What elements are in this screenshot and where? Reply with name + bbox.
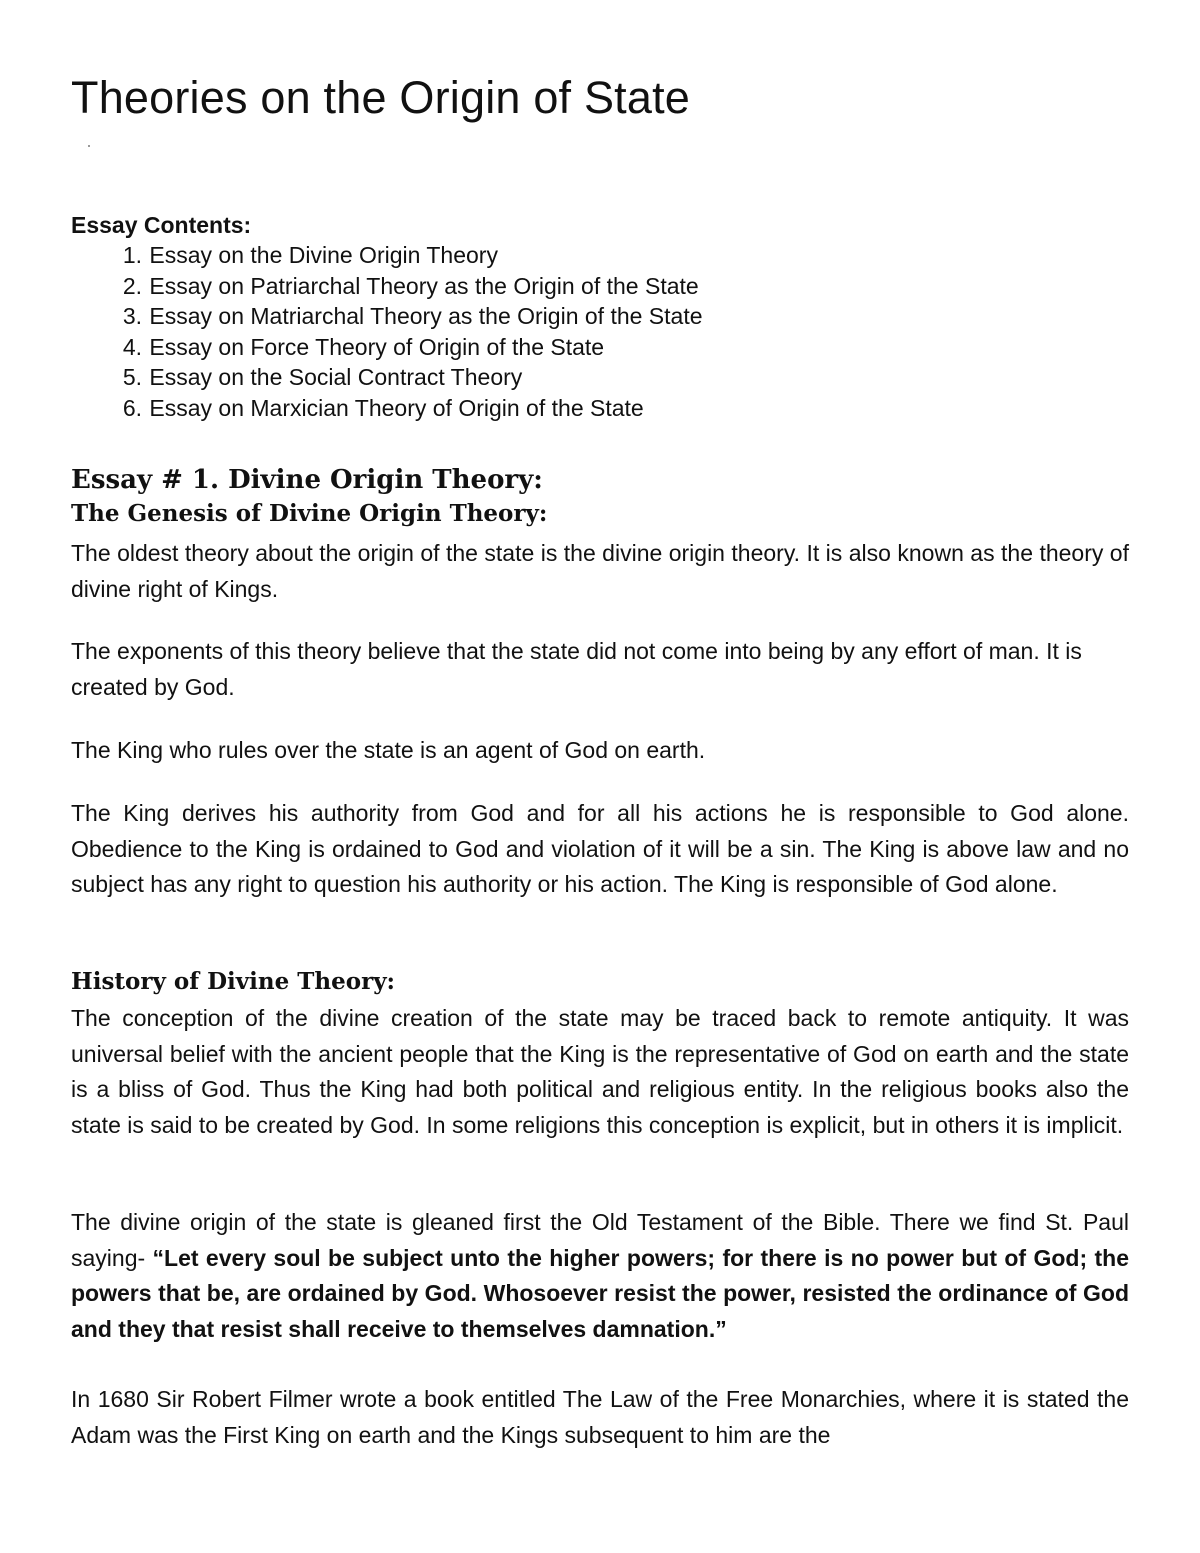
contents-item [71, 301, 1129, 332]
scan-speck [88, 145, 90, 147]
paragraph: In 1680 Sir Robert Filmer wrote a book entitled The Law of the Free Monarchies, where it is stated the Adam was the First King on earth and the Kings subsequent to him are the [71, 1386, 1129, 1448]
contents-item-number: 1. [122, 242, 142, 268]
contents-item [71, 332, 1129, 363]
contents-item-number: 2. [122, 272, 142, 299]
document-title: Theories on the Origin of State [71, 72, 691, 123]
contents-item-text: Essay on the Social Contract Theory [149, 364, 523, 391]
paragraph: The oldest theory about the origin of the state is the divine origin theory. It is also known as the theory of divine right of Kings. [71, 540, 1129, 602]
contents-item [71, 240, 1129, 271]
contents-item [71, 271, 1129, 302]
paragraph: The King who rules over the state is an agent of God on earth. [71, 737, 706, 763]
contents-item-number: 6. [122, 394, 142, 421]
contents-heading: Essay Contents: [71, 212, 252, 238]
history-heading: History of Divine Theory: [71, 968, 396, 995]
paragraph: The exponents of this theory believe that the state did not come into being by any effort of man. It is created by God. [71, 638, 1082, 700]
contents-item-text: Essay on the Divine Origin Theory [149, 242, 498, 268]
contents-list [71, 240, 1129, 424]
paragraph-intro: The divine origin of the state is gleaned first the Old Testament of the Bible. There we find St. Paul saying- [71, 1209, 1129, 1271]
essay-contents [71, 210, 1129, 424]
paragraph: The conception of the divine creation of the state may be traced back to remote antiquity. It was universal belief with the ancient people that the King is the representative of God on earth and the state is a bliss of God. Thus the King had both political and religious entity. In the religious books also the state is said to be created by God. In some religions this conception is explicit, but in others it is implicit. [71, 1005, 1129, 1138]
essay-1-heading: Essay # 1. Divine Origin Theory: [71, 465, 543, 495]
paragraph [71, 1205, 1129, 1347]
contents-item-number: 4. [122, 333, 142, 360]
essay-1-paragraph [71, 733, 1129, 769]
history-paragraph [71, 1205, 1129, 1347]
contents-item [71, 362, 1129, 393]
bible-quote: “Let every soul be subject unto the higher powers; for there is no power but of God; the powers that be, are ordained by God. Whosoever resist the power, resisted the ordinance of God and they that resist shall receive to themselves damnation.” [71, 1244, 1129, 1342]
paragraph: The King derives his authority from God and for all his actions he is responsible to God alone. Obedience to the King is ordained to God and violation of it will be a sin. The King is above law and no subject has any right to question his authority or his action. The King is responsible of God alone. [71, 800, 1129, 897]
contents-item-text: Essay on Matriarchal Theory as the Origin of the State [149, 303, 703, 330]
essay-1-subheading: The Genesis of Divine Origin Theory: [71, 500, 548, 527]
contents-item-number: 5. [122, 364, 142, 391]
essay-1-paragraph [71, 634, 1129, 705]
history-section [71, 965, 1129, 999]
history-paragraph [71, 1382, 1129, 1453]
contents-item-text: Essay on Marxician Theory of Origin of the State [149, 394, 644, 421]
history-paragraph [71, 1001, 1129, 1143]
contents-item [71, 393, 1129, 424]
essay-1-paragraph [71, 536, 1129, 607]
essay-1-section [71, 463, 1129, 531]
essay-1-paragraph [71, 796, 1129, 903]
contents-item-text: Essay on Patriarchal Theory as the Origin of the State [149, 272, 699, 299]
contents-item-text: Essay on Force Theory of Origin of the State [149, 333, 605, 360]
contents-item-number: 3. [122, 303, 142, 330]
